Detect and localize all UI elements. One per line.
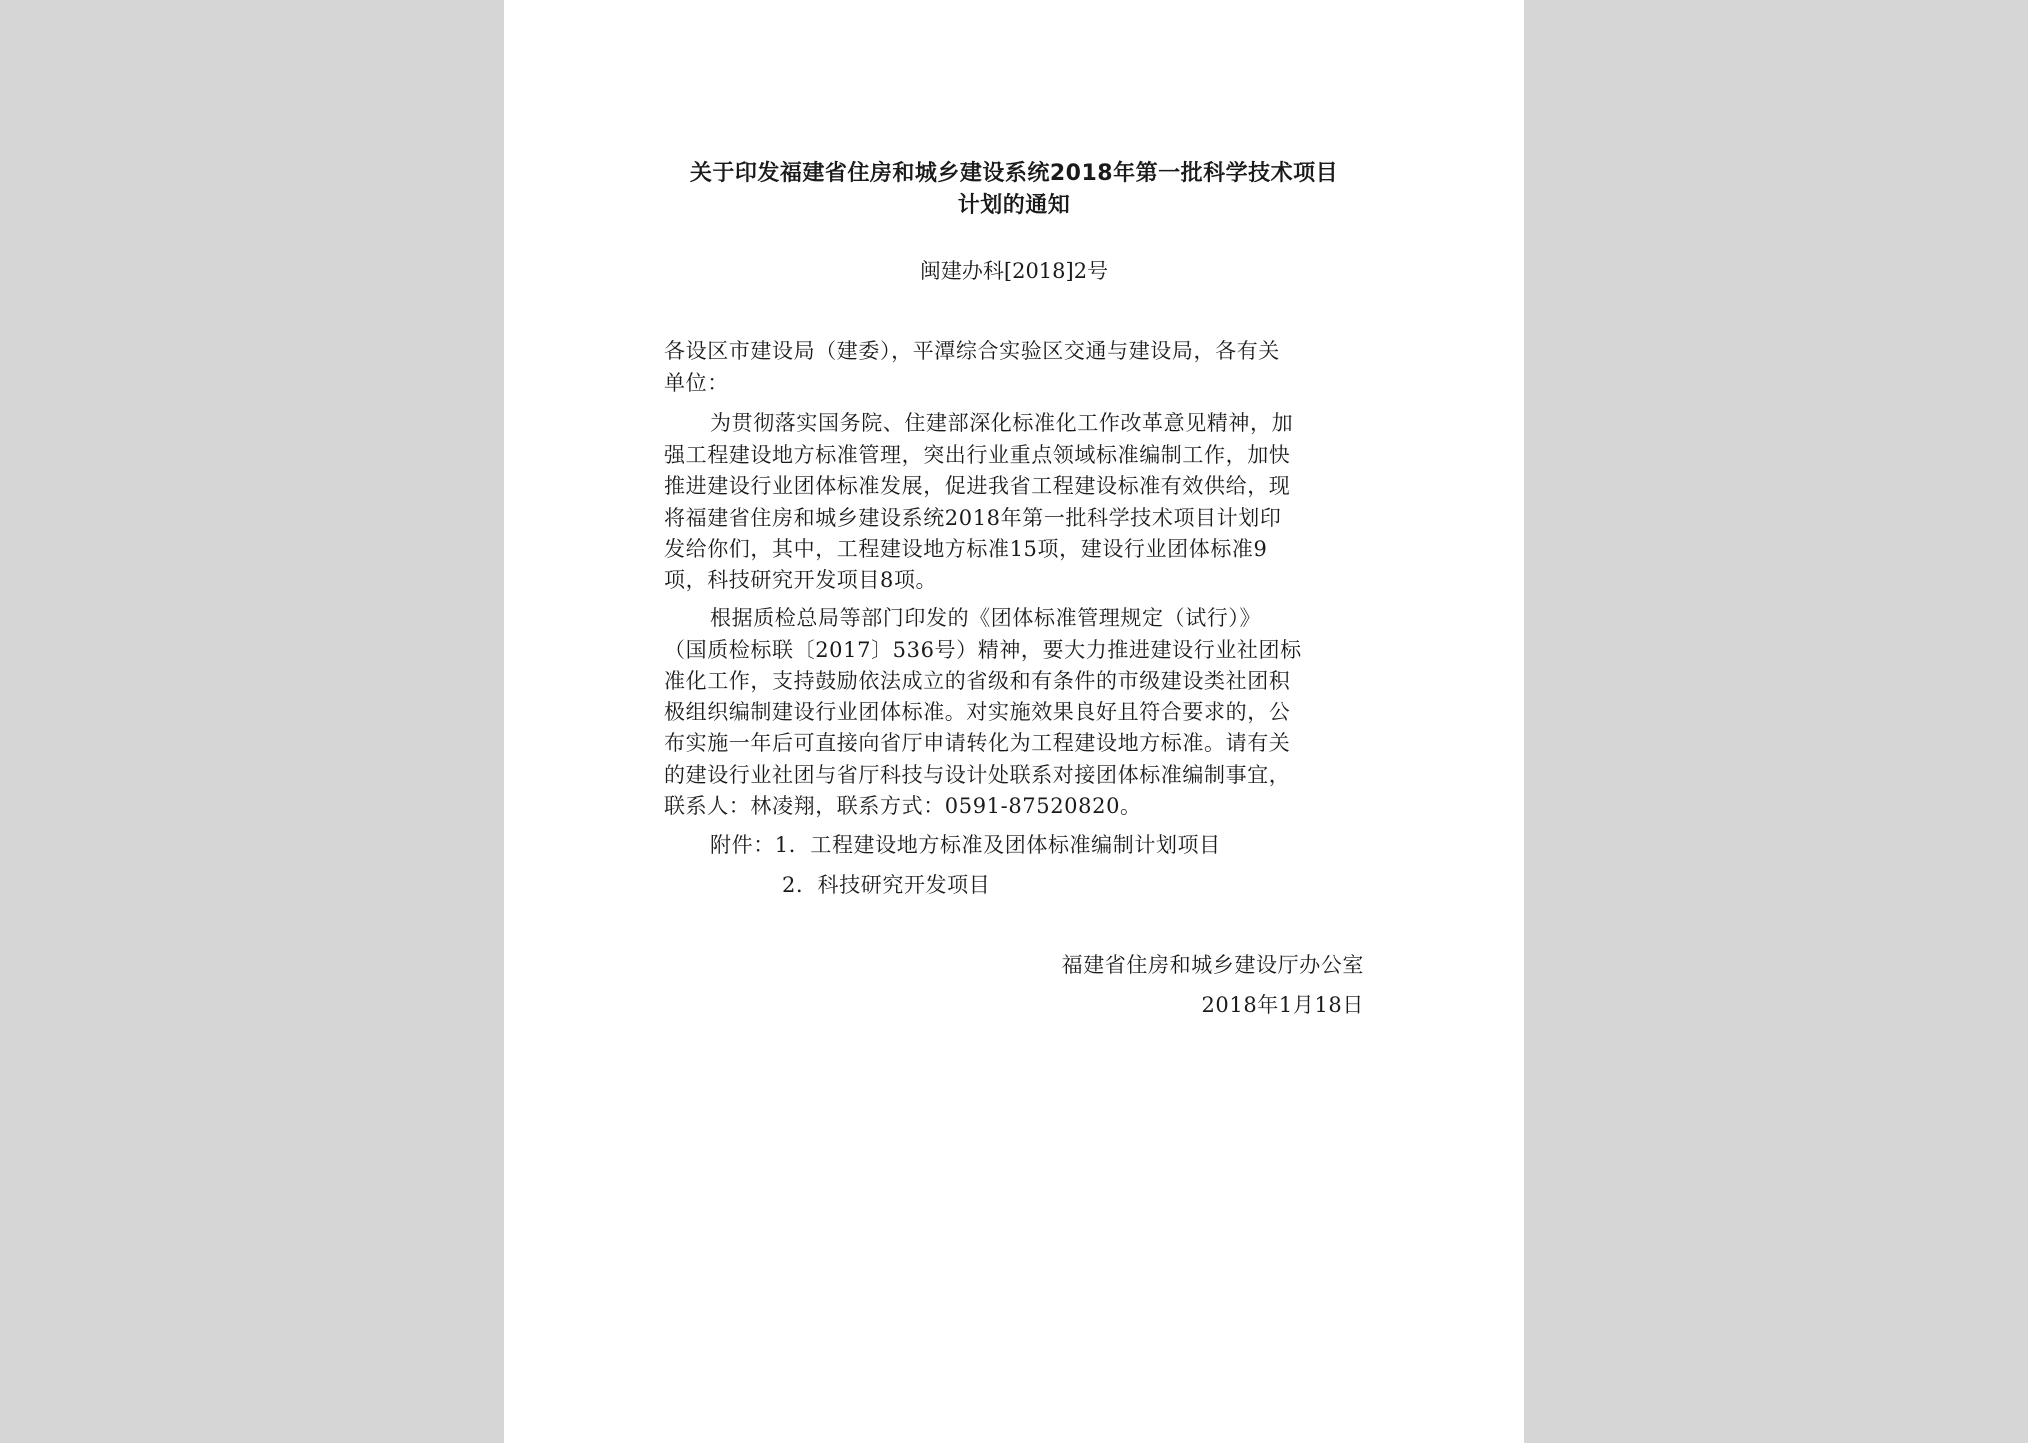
attachment-item: 附件：1．工程建设地方标准及团体标准编制计划项目	[710, 833, 1221, 857]
paragraph-2-line: 联系人：林凌翔，联系方式：0591-87520820。	[664, 794, 1142, 818]
document-title-line-1: 关于印发福建省住房和城乡建设系统2018年第一批科学技术项目	[689, 161, 1339, 186]
paragraph-2-line: 布实施一年后可直接向省厅申请转化为工程建设地方标准。请有关	[664, 731, 1291, 755]
paragraph-2-line: 极组织编制建设行业团体标准。对实施效果良好且符合要求的，公	[664, 700, 1291, 724]
paragraph-1-line: 为贯彻落实国务院、住建部深化标准化工作改革意见精神，加	[710, 411, 1294, 435]
paragraph-1-line: 项，科技研究开发项目8项。	[664, 568, 938, 592]
document-page	[504, 0, 1524, 1443]
paragraph-2-line: （国质检标联〔2017〕536号）精神，要大力推进建设行业社团标	[664, 638, 1302, 662]
document-date: 2018年1月18日	[1201, 993, 1364, 1017]
paragraph-1-line: 发给你们，其中，工程建设地方标准15项，建设行业团体标准9	[664, 537, 1268, 561]
paragraph-2-line: 的建设行业社团与省厅科技与设计处联系对接团体标准编制事宜，	[664, 763, 1291, 787]
paragraph-1-line: 将福建省住房和城乡建设系统2018年第一批科学技术项目计划印	[664, 506, 1282, 530]
signature: 福建省住房和城乡建设厅办公室	[1061, 953, 1364, 977]
paragraph-2-line: 根据质检总局等部门印发的《团体标准管理规定（试行）》	[710, 606, 1262, 630]
salutation-line: 各设区市建设局（建委），平潭综合实验区交通与建设局，各有关	[664, 339, 1280, 363]
document-title-line-2: 计划的通知	[957, 193, 1071, 218]
attachment-item: 2．科技研究开发项目	[782, 873, 991, 897]
paragraph-1-line: 推进建设行业团体标准发展，促进我省工程建设标准有效供给，现	[664, 474, 1291, 498]
paragraph-1-line: 强工程建设地方标准管理，突出行业重点领域标准编制工作，加快	[664, 443, 1291, 467]
salutation-line: 单位：	[664, 371, 729, 395]
document-number: 闽建办科[2018]2号	[919, 259, 1109, 283]
paragraph-2-line: 准化工作，支持鼓励依法成立的省级和有条件的市级建设类社团积	[664, 669, 1291, 693]
